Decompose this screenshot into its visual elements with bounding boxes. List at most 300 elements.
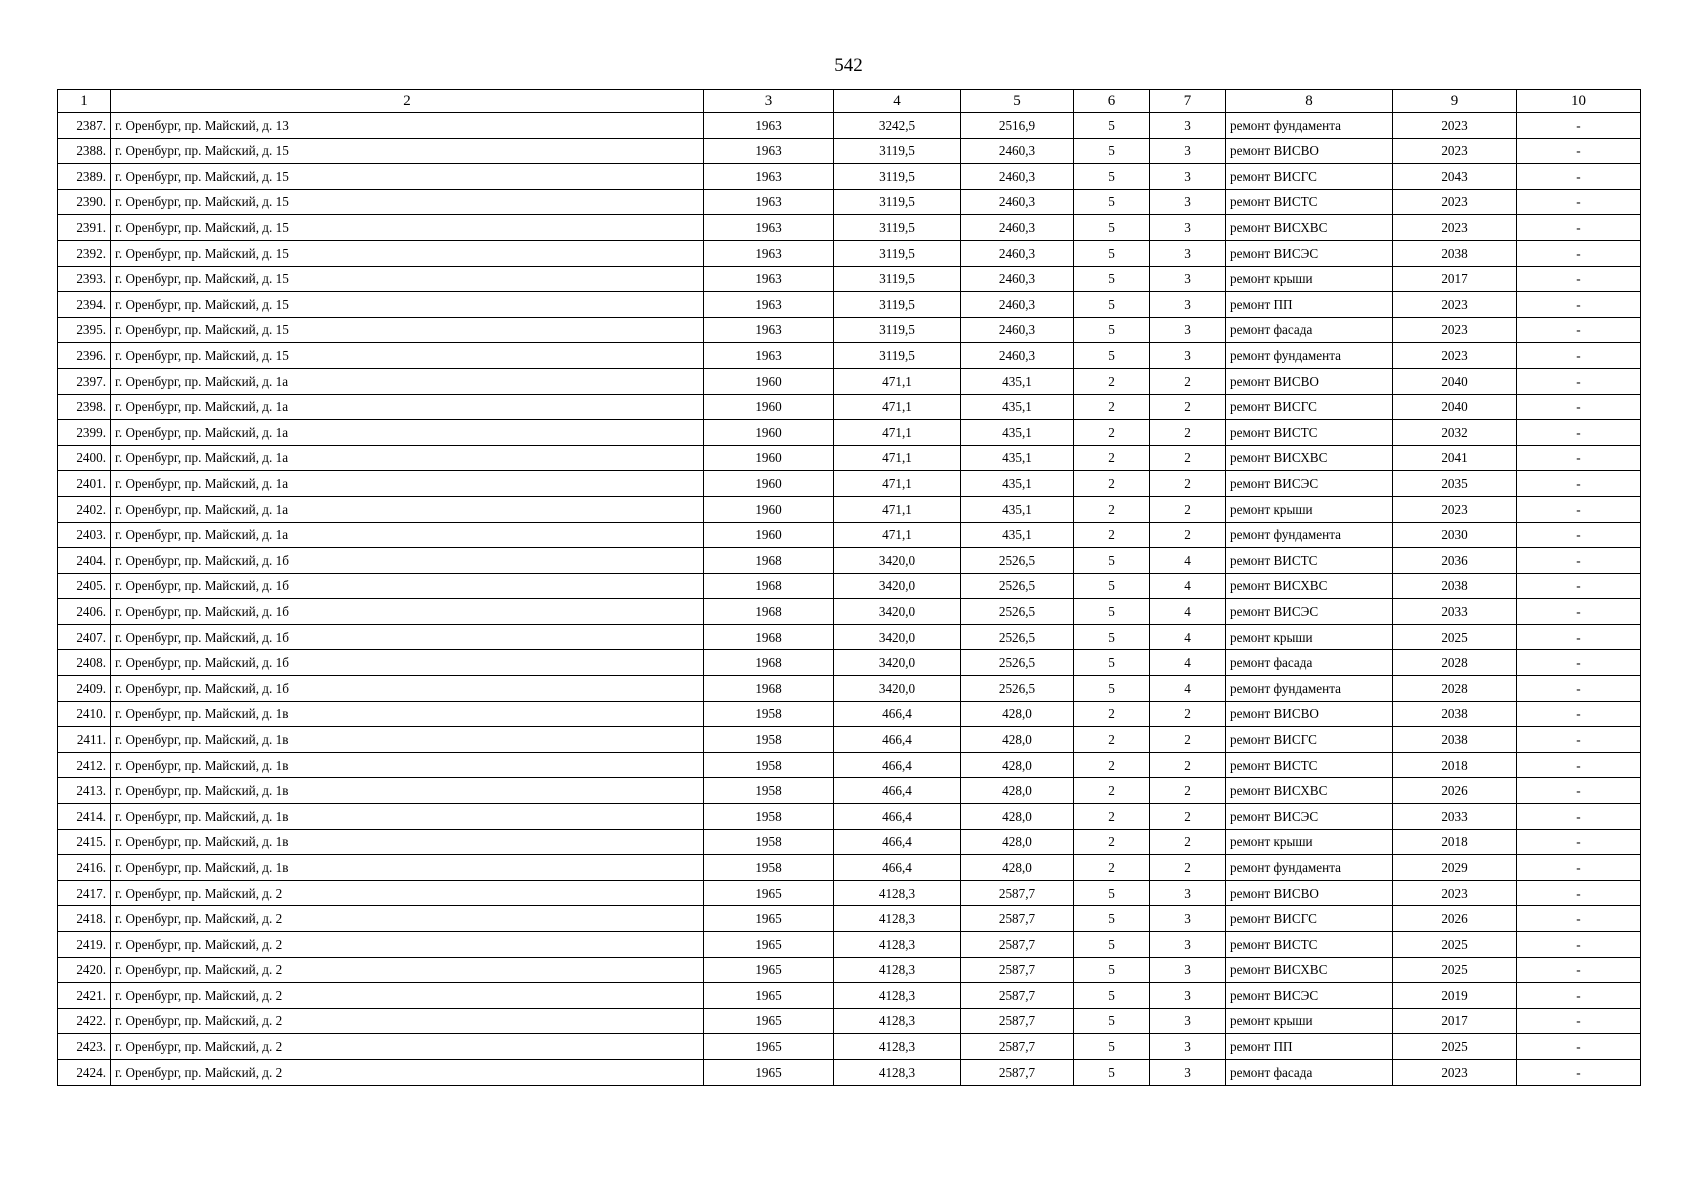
cell-row-number: 2392. — [58, 240, 111, 266]
cell-address: г. Оренбург, пр. Майский, д. 1а — [111, 394, 704, 420]
cell-build-year: 1968 — [704, 650, 834, 676]
cell-address: г. Оренбург, пр. Майский, д. 1а — [111, 496, 704, 522]
cell-note: - — [1517, 906, 1641, 932]
cell-address: г. Оренбург, пр. Майский, д. 15 — [111, 189, 704, 215]
cell-repair-type: ремонт ВИСЭС — [1226, 804, 1393, 830]
cell-floors: 2 — [1074, 855, 1150, 881]
cell-note: - — [1517, 189, 1641, 215]
cell-row-number: 2395. — [58, 317, 111, 343]
page-number: 542 — [834, 55, 863, 76]
cell-floors: 5 — [1074, 1008, 1150, 1034]
cell-address: г. Оренбург, пр. Майский, д. 15 — [111, 292, 704, 318]
cell-row-number: 2402. — [58, 496, 111, 522]
cell-row-number: 2406. — [58, 599, 111, 625]
cell-address: г. Оренбург, пр. Майский, д. 1б — [111, 573, 704, 599]
cell-address: г. Оренбург, пр. Майский, д. 1в — [111, 752, 704, 778]
cell-living-area: 2587,7 — [961, 880, 1074, 906]
cell-floors: 5 — [1074, 880, 1150, 906]
cell-address: г. Оренбург, пр. Майский, д. 1а — [111, 368, 704, 394]
cell-living-area: 2460,3 — [961, 138, 1074, 164]
cell-repair-year: 2019 — [1393, 983, 1517, 1009]
cell-living-area: 428,0 — [961, 778, 1074, 804]
cell-build-year: 1963 — [704, 266, 834, 292]
cell-row-number: 2422. — [58, 1008, 111, 1034]
cell-row-number: 2417. — [58, 880, 111, 906]
cell-entrances: 3 — [1150, 880, 1226, 906]
cell-repair-type: ремонт ВИСХВС — [1226, 957, 1393, 983]
table-row — [58, 292, 1641, 318]
cell-entrances: 3 — [1150, 164, 1226, 190]
cell-total-area: 3420,0 — [834, 548, 961, 574]
cell-floors: 5 — [1074, 215, 1150, 241]
cell-build-year: 1963 — [704, 215, 834, 241]
cell-living-area: 2460,3 — [961, 240, 1074, 266]
cell-note: - — [1517, 420, 1641, 446]
cell-floors: 5 — [1074, 1034, 1150, 1060]
cell-repair-year: 2040 — [1393, 394, 1517, 420]
cell-repair-year: 2032 — [1393, 420, 1517, 446]
cell-repair-type: ремонт крыши — [1226, 496, 1393, 522]
cell-row-number: 2410. — [58, 701, 111, 727]
cell-address: г. Оренбург, пр. Майский, д. 1б — [111, 650, 704, 676]
cell-note: - — [1517, 727, 1641, 753]
cell-entrances: 2 — [1150, 522, 1226, 548]
cell-note: - — [1517, 676, 1641, 702]
cell-build-year: 1960 — [704, 522, 834, 548]
cell-floors: 5 — [1074, 164, 1150, 190]
cell-entrances: 4 — [1150, 599, 1226, 625]
cell-total-area: 4128,3 — [834, 1008, 961, 1034]
cell-floors: 5 — [1074, 676, 1150, 702]
table-row — [58, 496, 1641, 522]
cell-row-number: 2419. — [58, 932, 111, 958]
cell-floors: 5 — [1074, 189, 1150, 215]
cell-address: г. Оренбург, пр. Майский, д. 13 — [111, 113, 704, 139]
cell-living-area: 2587,7 — [961, 932, 1074, 958]
cell-note: - — [1517, 624, 1641, 650]
cell-row-number: 2396. — [58, 343, 111, 369]
cell-note: - — [1517, 343, 1641, 369]
cell-total-area: 466,4 — [834, 778, 961, 804]
cell-floors: 5 — [1074, 292, 1150, 318]
cell-entrances: 2 — [1150, 829, 1226, 855]
header-row — [58, 90, 1641, 113]
cell-living-area: 2587,7 — [961, 906, 1074, 932]
cell-build-year: 1965 — [704, 906, 834, 932]
cell-row-number: 2420. — [58, 957, 111, 983]
table-row — [58, 599, 1641, 625]
table-row — [58, 880, 1641, 906]
cell-row-number: 2412. — [58, 752, 111, 778]
table-row — [58, 522, 1641, 548]
cell-living-area: 2526,5 — [961, 548, 1074, 574]
cell-total-area: 3420,0 — [834, 624, 961, 650]
cell-address: г. Оренбург, пр. Майский, д. 1б — [111, 676, 704, 702]
cell-address: г. Оренбург, пр. Майский, д. 15 — [111, 343, 704, 369]
cell-floors: 2 — [1074, 496, 1150, 522]
cell-total-area: 466,4 — [834, 752, 961, 778]
cell-living-area: 435,1 — [961, 522, 1074, 548]
table-row — [58, 266, 1641, 292]
cell-note: - — [1517, 445, 1641, 471]
cell-entrances: 2 — [1150, 727, 1226, 753]
cell-address: г. Оренбург, пр. Майский, д. 1в — [111, 829, 704, 855]
cell-entrances: 2 — [1150, 778, 1226, 804]
cell-build-year: 1965 — [704, 957, 834, 983]
cell-note: - — [1517, 522, 1641, 548]
table-row — [58, 1034, 1641, 1060]
cell-floors: 5 — [1074, 906, 1150, 932]
table-row — [58, 983, 1641, 1009]
table-row — [58, 752, 1641, 778]
cell-living-area: 428,0 — [961, 752, 1074, 778]
cell-address: г. Оренбург, пр. Майский, д. 2 — [111, 1034, 704, 1060]
cell-repair-year: 2023 — [1393, 343, 1517, 369]
cell-repair-type: ремонт ВИСХВС — [1226, 778, 1393, 804]
cell-repair-year: 2023 — [1393, 496, 1517, 522]
cell-floors: 5 — [1074, 624, 1150, 650]
cell-address: г. Оренбург, пр. Майский, д. 1б — [111, 548, 704, 574]
cell-total-area: 466,4 — [834, 727, 961, 753]
cell-repair-type: ремонт фундамента — [1226, 855, 1393, 881]
cell-build-year: 1965 — [704, 880, 834, 906]
cell-floors: 5 — [1074, 317, 1150, 343]
cell-floors: 2 — [1074, 522, 1150, 548]
cell-repair-year: 2025 — [1393, 932, 1517, 958]
cell-address: г. Оренбург, пр. Майский, д. 1а — [111, 522, 704, 548]
cell-build-year: 1963 — [704, 164, 834, 190]
cell-build-year: 1968 — [704, 624, 834, 650]
table-body — [58, 113, 1641, 1086]
cell-repair-year: 2025 — [1393, 624, 1517, 650]
table-row — [58, 394, 1641, 420]
cell-address: г. Оренбург, пр. Майский, д. 2 — [111, 906, 704, 932]
cell-repair-type: ремонт крыши — [1226, 624, 1393, 650]
table-row — [58, 855, 1641, 881]
cell-row-number: 2416. — [58, 855, 111, 881]
cell-entrances: 2 — [1150, 394, 1226, 420]
cell-address: г. Оренбург, пр. Майский, д. 2 — [111, 1008, 704, 1034]
table-row — [58, 957, 1641, 983]
cell-entrances: 2 — [1150, 420, 1226, 446]
cell-repair-type: ремонт ВИСТС — [1226, 189, 1393, 215]
cell-build-year: 1958 — [704, 752, 834, 778]
cell-repair-year: 2023 — [1393, 189, 1517, 215]
table-row — [58, 548, 1641, 574]
cell-total-area: 471,1 — [834, 496, 961, 522]
cell-floors: 5 — [1074, 548, 1150, 574]
cell-note: - — [1517, 573, 1641, 599]
cell-note: - — [1517, 752, 1641, 778]
table-row — [58, 701, 1641, 727]
table-row — [58, 368, 1641, 394]
table-row — [58, 906, 1641, 932]
cell-note: - — [1517, 701, 1641, 727]
cell-build-year: 1963 — [704, 240, 834, 266]
cell-living-area: 2460,3 — [961, 164, 1074, 190]
cell-repair-year: 2017 — [1393, 1008, 1517, 1034]
cell-total-area: 3119,5 — [834, 266, 961, 292]
cell-repair-type: ремонт ПП — [1226, 292, 1393, 318]
cell-entrances: 3 — [1150, 1034, 1226, 1060]
cell-repair-type: ремонт фасада — [1226, 650, 1393, 676]
cell-living-area: 435,1 — [961, 445, 1074, 471]
cell-row-number: 2415. — [58, 829, 111, 855]
cell-floors: 2 — [1074, 701, 1150, 727]
cell-note: - — [1517, 266, 1641, 292]
cell-note: - — [1517, 113, 1641, 139]
cell-build-year: 1960 — [704, 471, 834, 497]
cell-living-area: 2460,3 — [961, 317, 1074, 343]
table-row — [58, 317, 1641, 343]
cell-living-area: 435,1 — [961, 420, 1074, 446]
cell-repair-type: ремонт ВИСГС — [1226, 394, 1393, 420]
cell-total-area: 3119,5 — [834, 189, 961, 215]
cell-total-area: 471,1 — [834, 420, 961, 446]
cell-address: г. Оренбург, пр. Майский, д. 2 — [111, 880, 704, 906]
cell-row-number: 2394. — [58, 292, 111, 318]
cell-total-area: 4128,3 — [834, 957, 961, 983]
header-cell: 6 — [1074, 90, 1150, 113]
cell-row-number: 2414. — [58, 804, 111, 830]
cell-entrances: 2 — [1150, 368, 1226, 394]
cell-repair-type: ремонт фундамента — [1226, 522, 1393, 548]
cell-build-year: 1958 — [704, 804, 834, 830]
cell-build-year: 1960 — [704, 496, 834, 522]
cell-build-year: 1960 — [704, 394, 834, 420]
cell-note: - — [1517, 215, 1641, 241]
cell-build-year: 1960 — [704, 420, 834, 446]
cell-total-area: 3119,5 — [834, 240, 961, 266]
cell-row-number: 2404. — [58, 548, 111, 574]
cell-living-area: 2460,3 — [961, 292, 1074, 318]
cell-build-year: 1963 — [704, 343, 834, 369]
cell-repair-year: 2025 — [1393, 1034, 1517, 1060]
cell-note: - — [1517, 650, 1641, 676]
cell-living-area: 2526,5 — [961, 573, 1074, 599]
cell-repair-year: 2023 — [1393, 113, 1517, 139]
cell-note: - — [1517, 599, 1641, 625]
cell-build-year: 1968 — [704, 676, 834, 702]
cell-repair-type: ремонт ВИСВО — [1226, 880, 1393, 906]
table-row — [58, 138, 1641, 164]
cell-repair-type: ремонт ВИСХВС — [1226, 445, 1393, 471]
cell-entrances: 3 — [1150, 983, 1226, 1009]
cell-note: - — [1517, 804, 1641, 830]
cell-repair-type: ремонт фундамента — [1226, 343, 1393, 369]
table-row — [58, 676, 1641, 702]
cell-entrances: 4 — [1150, 676, 1226, 702]
cell-total-area: 3242,5 — [834, 113, 961, 139]
cell-total-area: 4128,3 — [834, 906, 961, 932]
cell-living-area: 2587,7 — [961, 1008, 1074, 1034]
cell-floors: 2 — [1074, 804, 1150, 830]
cell-repair-year: 2028 — [1393, 650, 1517, 676]
cell-repair-type: ремонт ВИСВО — [1226, 368, 1393, 394]
cell-total-area: 3420,0 — [834, 676, 961, 702]
cell-row-number: 2398. — [58, 394, 111, 420]
repair-schedule-table — [57, 89, 1641, 1086]
cell-repair-year: 2033 — [1393, 599, 1517, 625]
cell-entrances: 3 — [1150, 906, 1226, 932]
cell-repair-year: 2023 — [1393, 317, 1517, 343]
cell-floors: 5 — [1074, 266, 1150, 292]
cell-note: - — [1517, 1034, 1641, 1060]
cell-build-year: 1965 — [704, 1008, 834, 1034]
cell-address: г. Оренбург, пр. Майский, д. 1а — [111, 420, 704, 446]
header-cell: 9 — [1393, 90, 1517, 113]
cell-floors: 5 — [1074, 573, 1150, 599]
cell-entrances: 3 — [1150, 1008, 1226, 1034]
cell-total-area: 4128,3 — [834, 932, 961, 958]
cell-build-year: 1965 — [704, 1059, 834, 1085]
header-cell: 10 — [1517, 90, 1641, 113]
cell-row-number: 2409. — [58, 676, 111, 702]
cell-floors: 2 — [1074, 420, 1150, 446]
cell-repair-year: 2038 — [1393, 573, 1517, 599]
cell-entrances: 4 — [1150, 650, 1226, 676]
cell-living-area: 2526,5 — [961, 624, 1074, 650]
cell-total-area: 4128,3 — [834, 880, 961, 906]
cell-repair-type: ремонт ВИСГС — [1226, 906, 1393, 932]
table-row — [58, 727, 1641, 753]
cell-row-number: 2423. — [58, 1034, 111, 1060]
cell-total-area: 3119,5 — [834, 292, 961, 318]
cell-address: г. Оренбург, пр. Майский, д. 2 — [111, 1059, 704, 1085]
cell-total-area: 466,4 — [834, 804, 961, 830]
cell-address: г. Оренбург, пр. Майский, д. 1в — [111, 727, 704, 753]
cell-repair-type: ремонт ПП — [1226, 1034, 1393, 1060]
cell-note: - — [1517, 496, 1641, 522]
cell-living-area: 428,0 — [961, 804, 1074, 830]
cell-floors: 5 — [1074, 138, 1150, 164]
cell-note: - — [1517, 829, 1641, 855]
cell-entrances: 3 — [1150, 343, 1226, 369]
cell-row-number: 2411. — [58, 727, 111, 753]
table-row — [58, 650, 1641, 676]
cell-floors: 5 — [1074, 599, 1150, 625]
cell-living-area: 2526,5 — [961, 650, 1074, 676]
cell-note: - — [1517, 240, 1641, 266]
cell-repair-type: ремонт ВИСЭС — [1226, 471, 1393, 497]
cell-build-year: 1968 — [704, 548, 834, 574]
cell-floors: 2 — [1074, 471, 1150, 497]
cell-total-area: 4128,3 — [834, 983, 961, 1009]
cell-note: - — [1517, 164, 1641, 190]
cell-entrances: 3 — [1150, 1059, 1226, 1085]
cell-build-year: 1965 — [704, 983, 834, 1009]
cell-repair-year: 2023 — [1393, 1059, 1517, 1085]
cell-entrances: 2 — [1150, 804, 1226, 830]
cell-repair-year: 2033 — [1393, 804, 1517, 830]
cell-floors: 2 — [1074, 778, 1150, 804]
cell-floors: 2 — [1074, 368, 1150, 394]
cell-address: г. Оренбург, пр. Майский, д. 15 — [111, 138, 704, 164]
cell-repair-year: 2028 — [1393, 676, 1517, 702]
cell-note: - — [1517, 1008, 1641, 1034]
cell-repair-year: 2018 — [1393, 752, 1517, 778]
cell-floors: 5 — [1074, 113, 1150, 139]
cell-repair-year: 2026 — [1393, 906, 1517, 932]
cell-address: г. Оренбург, пр. Майский, д. 2 — [111, 957, 704, 983]
cell-living-area: 2587,7 — [961, 957, 1074, 983]
cell-note: - — [1517, 778, 1641, 804]
header-cell: 8 — [1226, 90, 1393, 113]
cell-repair-type: ремонт фундамента — [1226, 676, 1393, 702]
cell-build-year: 1960 — [704, 445, 834, 471]
cell-repair-type: ремонт ВИСТС — [1226, 932, 1393, 958]
cell-repair-type: ремонт крыши — [1226, 1008, 1393, 1034]
cell-floors: 5 — [1074, 932, 1150, 958]
cell-total-area: 471,1 — [834, 471, 961, 497]
cell-repair-type: ремонт фасада — [1226, 1059, 1393, 1085]
cell-entrances: 2 — [1150, 752, 1226, 778]
cell-repair-year: 2023 — [1393, 138, 1517, 164]
cell-row-number: 2390. — [58, 189, 111, 215]
table-row — [58, 1059, 1641, 1085]
cell-total-area: 471,1 — [834, 445, 961, 471]
header-cell: 7 — [1150, 90, 1226, 113]
cell-row-number: 2387. — [58, 113, 111, 139]
cell-floors: 2 — [1074, 727, 1150, 753]
table-row — [58, 240, 1641, 266]
cell-note: - — [1517, 855, 1641, 881]
cell-floors: 5 — [1074, 650, 1150, 676]
cell-repair-type: ремонт ВИСЭС — [1226, 983, 1393, 1009]
cell-entrances: 3 — [1150, 317, 1226, 343]
cell-entrances: 3 — [1150, 932, 1226, 958]
cell-row-number: 2424. — [58, 1059, 111, 1085]
cell-entrances: 2 — [1150, 445, 1226, 471]
cell-build-year: 1963 — [704, 189, 834, 215]
header-cell: 1 — [58, 90, 111, 113]
cell-living-area: 428,0 — [961, 855, 1074, 881]
cell-total-area: 471,1 — [834, 394, 961, 420]
cell-floors: 2 — [1074, 445, 1150, 471]
cell-note: - — [1517, 932, 1641, 958]
cell-entrances: 3 — [1150, 189, 1226, 215]
table-row — [58, 804, 1641, 830]
cell-address: г. Оренбург, пр. Майский, д. 15 — [111, 164, 704, 190]
cell-floors: 5 — [1074, 240, 1150, 266]
table-row — [58, 1008, 1641, 1034]
cell-living-area: 2587,7 — [961, 983, 1074, 1009]
cell-entrances: 2 — [1150, 496, 1226, 522]
cell-row-number: 2421. — [58, 983, 111, 1009]
table-row — [58, 573, 1641, 599]
cell-address: г. Оренбург, пр. Майский, д. 1а — [111, 445, 704, 471]
cell-repair-type: ремонт ВИСГС — [1226, 727, 1393, 753]
cell-entrances: 2 — [1150, 471, 1226, 497]
cell-living-area: 435,1 — [961, 471, 1074, 497]
cell-entrances: 3 — [1150, 113, 1226, 139]
cell-repair-year: 2025 — [1393, 957, 1517, 983]
cell-row-number: 2408. — [58, 650, 111, 676]
cell-row-number: 2407. — [58, 624, 111, 650]
cell-build-year: 1958 — [704, 778, 834, 804]
cell-living-area: 428,0 — [961, 727, 1074, 753]
cell-note: - — [1517, 1059, 1641, 1085]
cell-floors: 2 — [1074, 752, 1150, 778]
table-row — [58, 420, 1641, 446]
cell-repair-type: ремонт ВИСТС — [1226, 420, 1393, 446]
cell-address: г. Оренбург, пр. Майский, д. 1в — [111, 804, 704, 830]
cell-living-area: 2587,7 — [961, 1034, 1074, 1060]
cell-total-area: 3420,0 — [834, 599, 961, 625]
cell-entrances: 4 — [1150, 548, 1226, 574]
cell-repair-year: 2029 — [1393, 855, 1517, 881]
cell-total-area: 466,4 — [834, 829, 961, 855]
